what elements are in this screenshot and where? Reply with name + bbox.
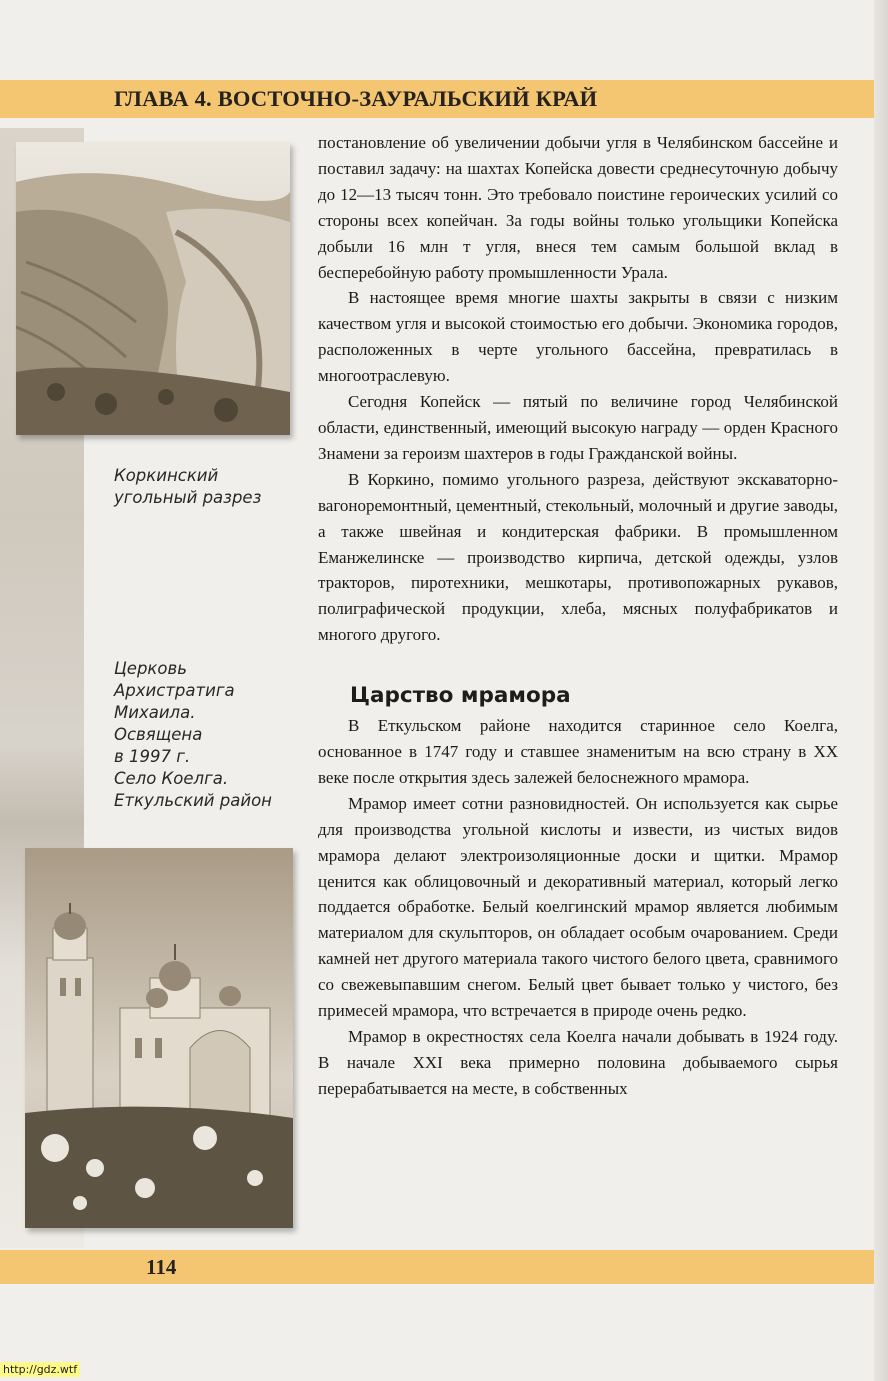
chapter-title: ГЛАВА 4. ВОСТОЧНО-ЗАУРАЛЬСКИЙ КРАЙ [114, 86, 598, 111]
footer-band [0, 1250, 874, 1284]
body-paragraph: В настоящее время многие шахты закрыты в связи с низким качеством угля и высокой стоимостью его добычи. Экономика городов, расположенных в черте угольного бассейна, превратилась в многоотраслевую. [318, 288, 838, 386]
quarry-photo [16, 142, 290, 435]
body-paragraph: В Коркино, помимо угольного разреза, действуют экскаваторно-вагоноремонтный, цементный, стекольный, молочный и другие заводы, а также швейная и кондитерская фабрики. В промышленном Еманжелинске — производство кирпича, детской одежды, узлов тракторов, пиротехники, мешкотары, противопожарных рукавов, полиграфической продукции, хлеба, мясных полуфабрикатов и многого другого. [318, 469, 838, 645]
body-paragraph: В Еткульском районе находится старинное село Коелга, основанное в 1747 году и ставшее знаменитым на всю страну в XX веке после открытия здесь залежей белоснежного мрамора. [318, 716, 838, 787]
quarry-caption: Коркинский угольный разрез [114, 466, 262, 507]
body-paragraph: Мрамор в окрестностях села Коелга начали добывать в 1924 году. В начале XXI века примерно половина добываемого сырья перерабатывается на месте, в собственных [318, 1027, 838, 1098]
body-text [318, 130, 838, 1102]
body-paragraph: постановление об увеличении добычи угля в Челябинском бассейне и поставил задачу: на шахтах Копейска довести среднесуточную добычу до 12—13 тысяч тонн. Это требовало поистине героических усилий со стороны всех копейчан. За годы войны только угольщики Копейска добыли 16 млн т угля, внеся тем самым большой вклад в бесперебойную работу промышленности Урала. [318, 133, 838, 282]
page-edge [874, 0, 888, 1381]
church-caption: Церковь Архистратига Михаила. Освящена в 1997 г. Село Коелга. Еткульский район [114, 659, 272, 810]
page-number: 114 [146, 1255, 177, 1279]
section-title: Царство мрамора [350, 683, 571, 709]
body-paragraph: Сегодня Копейск — пятый по величине город Челябинской области, единственный, имеющий высокую награду — орден Красного Знамени за героизм шахтеров в годы Гражданской войны. [318, 392, 838, 463]
body-paragraph: Мрамор имеет сотни разновидностей. Он используется как сырье для производства угольной кислоты и извести, из чистых видов мрамора делают электроизоляционные доски и щитки. Мрамор ценится как облицовочный и декоративный материал, который легко поддается обработке. Белый коелгинский мрамор является любимым материалом для скульпторов, он обладает особым очарованием. Среди камней нет другого материала такого чистого белого цвета, сравнимого со свежевыпавшим снегом. Белый цвет бывает только у чистого, без примесей мрамора, что встречается в природе очень редко. [318, 793, 838, 1021]
church-photo [25, 848, 293, 1228]
watermark-link[interactable]: http://gdz.wtf [0, 1362, 80, 1377]
